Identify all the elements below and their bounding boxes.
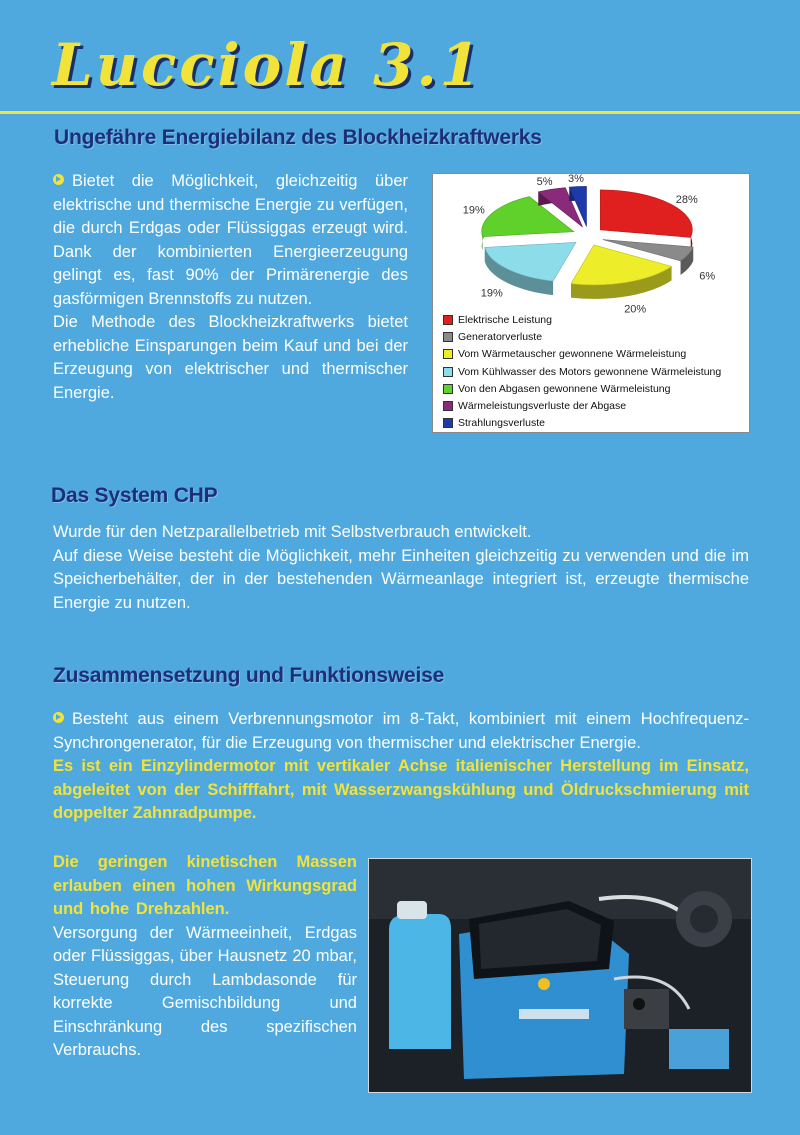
legend-swatch xyxy=(443,367,453,377)
section-heading-composition: Zusammensetzung und Funktionsweise xyxy=(53,664,445,687)
legend-swatch xyxy=(443,401,453,411)
legend-swatch xyxy=(443,384,453,394)
pie-data-label: 6% xyxy=(699,270,716,283)
legend-swatch xyxy=(443,315,453,325)
engine-photo xyxy=(368,858,752,1093)
section2-text: Wurde für den Netzparallelbetrieb mit Selbstverbrauch entwickelt. Auf diese Weise besteht die Möglichkeit, mehr Einheiten gleichzeitig zu verwenden und die im Speicherbehälter, der in der bestehenden Wärmeanlage integriert ist, erzeugte thermische Energie zu nutzen. xyxy=(53,523,749,612)
legend-label: Vom Kühlwasser des Motors gewonnene Wärmeleistung xyxy=(458,365,722,378)
legend-swatch xyxy=(443,418,453,428)
legend-label: Vom Wärmetauscher gewonnene Wärmeleistung xyxy=(458,348,687,361)
pie-data-label: 5% xyxy=(536,176,553,189)
legend-swatch xyxy=(443,332,453,342)
section-heading-chp-system: Das System CHP xyxy=(51,484,218,507)
legend-label: Wärmeleistungsverluste der Abgase xyxy=(458,400,627,413)
section1-bullet-text: Bietet die Möglichkeit, gleichzeitig über elektrische und thermische Energie zu verfügen, die durch Erdgas oder Flüssiggas erzeugt wird. Dank der kombinierten Energieerzeugung gelingt es, fast 90% der Primärenergie des gasförmigen Brennstoffs zu nutzen. xyxy=(53,172,408,308)
section3-highlight2: Die geringen kinetischen Massen erlauben einen hohen Wirkungsgrad und hohe Drehzahlen. xyxy=(53,853,357,918)
section3-highlight1: Es ist ein Einzylindermotor mit vertikaler Achse italienischer Herstellung im Einsatz, abgeleitet von der Schifffahrt, mit Wasserzwangskühlung und Öldruckschmierung mit doppelter Zahnradpumpe. xyxy=(53,757,749,822)
legend-item xyxy=(443,363,721,380)
section-heading-energy-balance: Ungefähre Energiebilanz des Blockheizkraftwerks xyxy=(54,126,542,149)
legend-item xyxy=(443,311,721,328)
bullet-arrow-icon xyxy=(53,712,64,723)
energy-balance-chart xyxy=(432,173,750,433)
section3-bullet-text: Besteht aus einem Verbrennungsmotor im 8-Takt, kombiniert mit einem Hochfrequenz-Synchrongenerator, für die Erzeugung von thermischer und elektrischer Energie. xyxy=(53,710,749,752)
section1-text-block xyxy=(53,170,408,405)
title-underline xyxy=(0,111,800,114)
legend-item xyxy=(443,380,721,397)
legend-item xyxy=(443,328,721,345)
bullet-arrow-icon xyxy=(53,174,64,185)
pie-data-label: 19% xyxy=(480,287,503,300)
page-title: Lucciola 3.1 xyxy=(52,31,484,99)
legend-item xyxy=(443,415,721,432)
legend-label: Von den Abgasen gewonnene Wärmeleistung xyxy=(458,382,671,395)
pie-data-label: 20% xyxy=(624,303,647,316)
legend-swatch xyxy=(443,349,453,359)
legend-label: Strahlungsverluste xyxy=(458,417,545,430)
legend-item xyxy=(443,397,721,414)
section1-text2: Die Methode des Blockheizkraftwerks bietet erhebliche Einsparungen beim Kauf und bei der Erzeugung von elektrischer und thermischer Energie. xyxy=(53,313,408,402)
section3-side-block xyxy=(53,851,357,1063)
pie-data-label: 28% xyxy=(675,193,698,206)
legend-label: Generatorverluste xyxy=(458,330,543,343)
pie-data-label: 19% xyxy=(462,204,485,217)
legend-item xyxy=(443,346,721,363)
legend-label: Elektrische Leistung xyxy=(458,313,552,326)
pie-data-label: 3% xyxy=(567,172,584,185)
section3-final-text: Versorgung der Wärmeeinheit, Erdgas oder Flüssiggas, über Hausnetz 20 mbar, Steuerung durch Lambdasonde für korrekte Gemischbildung und Einschränkung des spezifischen Verbrauchs. xyxy=(53,923,357,1059)
chart-legend xyxy=(443,311,721,432)
pie-chart-svg xyxy=(433,172,749,316)
section3-intro-block xyxy=(53,708,749,826)
